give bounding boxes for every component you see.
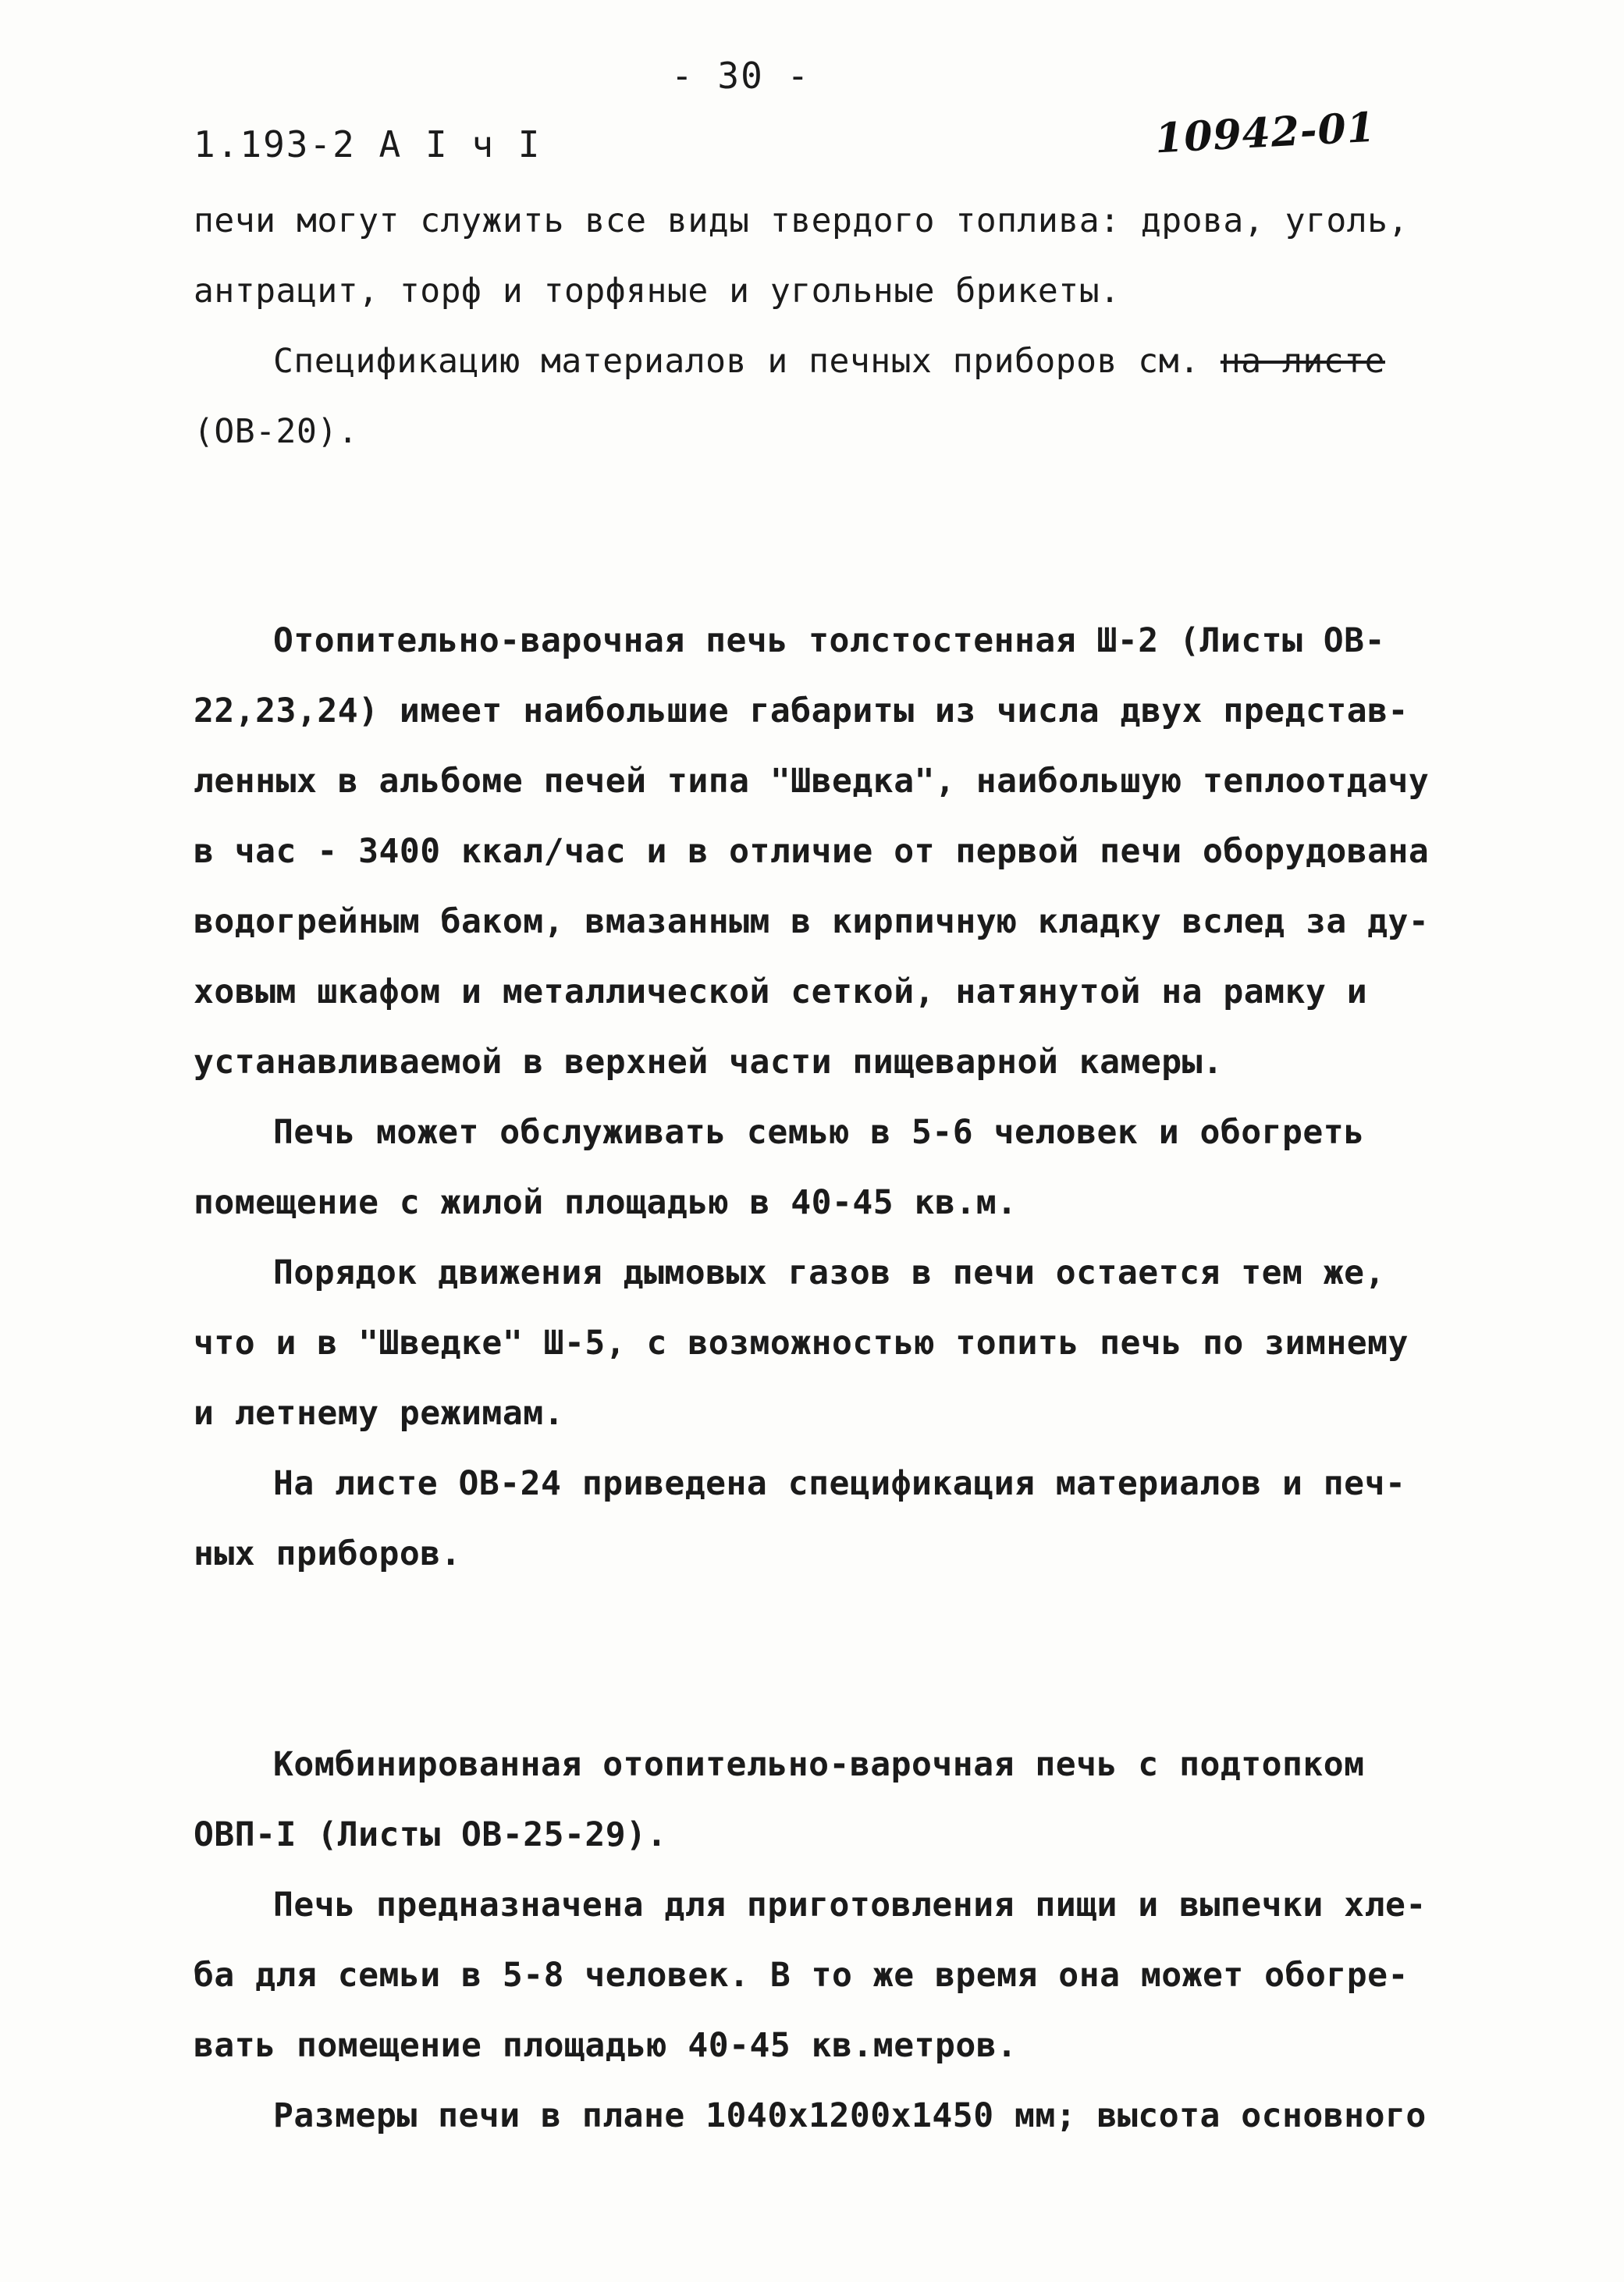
paragraph-line: (ОВ-20). <box>194 412 359 451</box>
paragraph-line: вать помещение площадью 40-45 кв.метров. <box>194 2026 1018 2065</box>
paragraph-line: водогрейным баком, вмазанным в кирпичную кладку вслед за ду- <box>194 902 1430 941</box>
specification-reference-line <box>273 342 1385 381</box>
paragraph-line: ленных в альбоме печей типа "Шведка", наибольшую теплоотдачу <box>194 762 1430 801</box>
paragraph-line: Комбинированная отопительно-варочная печь с подтопком <box>273 1745 1365 1784</box>
page-number: - 30 - <box>671 55 811 97</box>
handwritten-inventory-number: 10942-01 <box>1153 103 1377 163</box>
paragraph-line: помещение с жилой площадью в 40-45 кв.м. <box>194 1183 1018 1222</box>
paragraph-line: что и в "Шведке" Ш-5, с возможностью топить печь по зимнему <box>194 1324 1409 1363</box>
paragraph-line: ОВП-I (Листы ОВ-25-29). <box>194 1815 667 1854</box>
paragraph-line: Отопительно-варочная печь толстостенная Ш-2 (Листы ОВ- <box>273 621 1385 660</box>
struck-out-text: на листе <box>1220 342 1385 381</box>
paragraph-line: Печь может обслуживать семью в 5-6 человек и обогреть <box>273 1113 1365 1152</box>
paragraph-line: ба для семьи в 5-8 человек. В то же время она может обогре- <box>194 1956 1409 1995</box>
paragraph-line: ных приборов. <box>194 1534 462 1573</box>
paragraph-line: Печь предназначена для приготовления пищи и выпечки хле- <box>273 1886 1427 1925</box>
paragraph-line: устанавливаемой в верхней части пищеварной камеры. <box>194 1043 1224 1082</box>
paragraph-line: На листе ОВ-24 приведена спецификация материалов и печ- <box>273 1464 1406 1503</box>
paragraph-line: и летнему режимам. <box>194 1394 564 1433</box>
paragraph-line: Порядок движения дымовых газов в печи остается тем же, <box>273 1253 1385 1292</box>
paragraph-line: антрацит, торф и торфяные и угольные брикеты. <box>194 272 1121 311</box>
paragraph-line: в час - 3400 ккал/час и в отличие от первой печи оборудована <box>194 832 1430 871</box>
paragraph-line: ховым шкафом и металлической сеткой, натянутой на рамку и <box>194 972 1368 1011</box>
paragraph-line: 22,23,24) имеет наибольшие габариты из числа двух представ- <box>194 691 1409 730</box>
paragraph-line: Размеры печи в плане 1040х1200х1450 мм; высота основного <box>273 2096 1427 2135</box>
document-code: 1.193-2 А I ч I <box>194 123 542 165</box>
specification-reference-text: Спецификацию материалов и печных приборов см. <box>273 342 1200 381</box>
paragraph-line: печи могут служить все виды твердого топлива: дрова, уголь, <box>194 201 1409 240</box>
